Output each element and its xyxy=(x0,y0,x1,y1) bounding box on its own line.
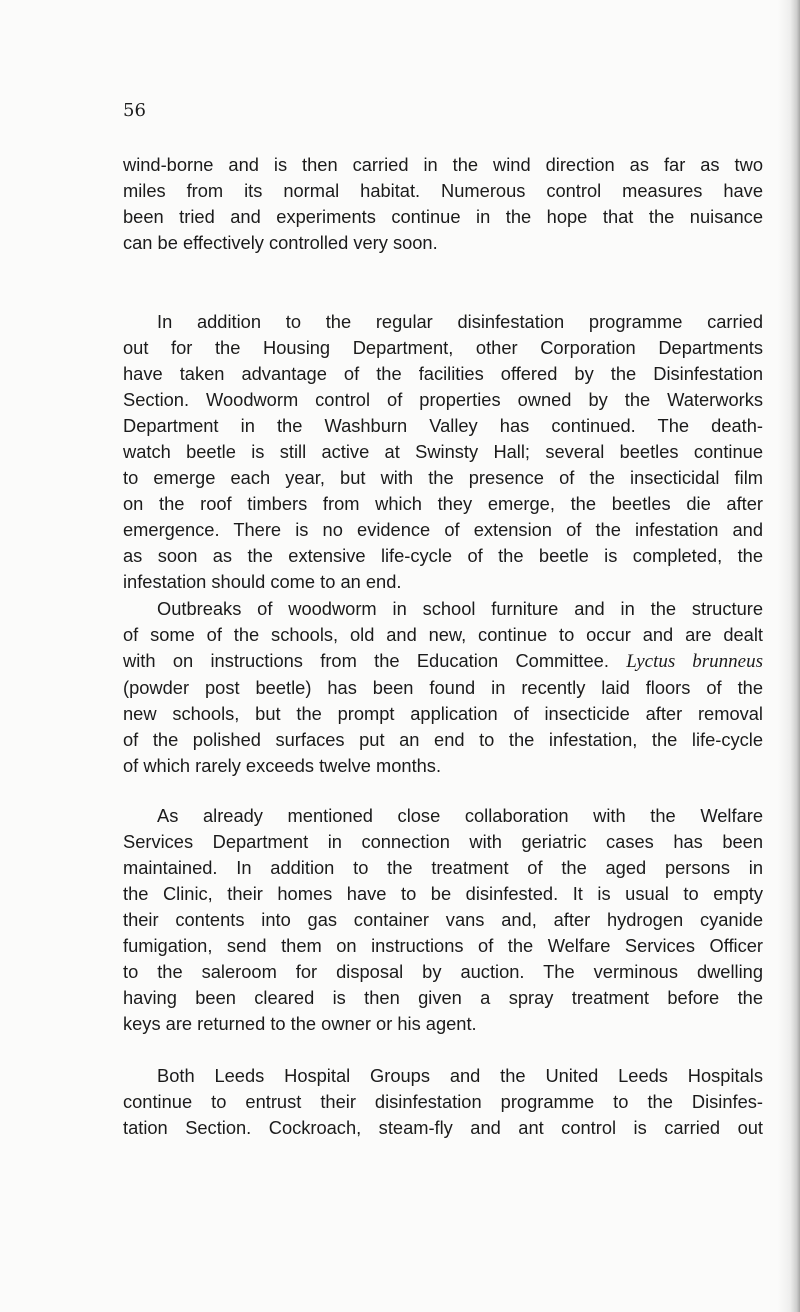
paragraph-line: continue to entrust their disinfestation programme to the Disinfes- xyxy=(123,1091,763,1112)
paragraph-line: In addition to the regular disinfestation programme carried xyxy=(157,311,763,332)
paragraph-line: been tried and experiments continue in the hope that the nuisance xyxy=(123,206,763,227)
paragraph-line: to emerge each year, but with the presence of the insecticidal film xyxy=(123,467,763,488)
paragraph-line: tation Section. Cockroach, steam-fly and ant control is carried out xyxy=(123,1117,763,1138)
paragraph-line: Department in the Washburn Valley has continued. The death- xyxy=(123,415,763,436)
paragraph-line: on the roof timbers from which they emerge, the beetles die after xyxy=(123,493,763,514)
paragraph-4 xyxy=(123,803,763,1037)
paragraph-line: keys are returned to the owner or his agent. xyxy=(123,1013,477,1034)
paragraph-line: having been cleared is then given a spray treatment before the xyxy=(123,987,763,1008)
paragraph-line: maintained. In addition to the treatment of the aged persons in xyxy=(123,857,763,878)
paragraph-line-text: with on instructions from the Education Committee. xyxy=(123,650,609,671)
paragraph-2 xyxy=(123,309,763,595)
paragraph-line: to the saleroom for disposal by auction. The verminous dwelling xyxy=(123,961,763,982)
paragraph-line: their contents into gas container vans and, after hydrogen cyanide xyxy=(123,909,763,930)
paragraph-line: have taken advantage of the facilities offered by the Disinfestation xyxy=(123,363,763,384)
paragraph-line: infestation should come to an end. xyxy=(123,571,402,592)
species-name: Lyctus brunneus xyxy=(626,651,763,672)
paragraph-line: out for the Housing Department, other Corporation Departments xyxy=(123,337,763,358)
paragraph-line: Outbreaks of woodworm in school furniture and in the structure xyxy=(157,598,763,619)
paragraph-line: Services Department in connection with geriatric cases has been xyxy=(123,831,763,852)
paragraph-line: the Clinic, their homes have to be disinfested. It is usual to empty xyxy=(123,883,763,904)
paragraph-line: As already mentioned close collaboration with the Welfare xyxy=(157,805,763,826)
paragraph-line: Both Leeds Hospital Groups and the United Leeds Hospitals xyxy=(157,1065,763,1086)
paragraph-3 xyxy=(123,596,763,779)
paragraph-5 xyxy=(123,1063,763,1141)
paragraph-1 xyxy=(123,152,763,256)
paragraph-line: (powder post beetle) has been found in recently laid floors of the xyxy=(123,677,763,698)
paragraph-line: as soon as the extensive life-cycle of the beetle is completed, the xyxy=(123,545,763,566)
page-number: 56 xyxy=(123,100,146,121)
paragraph-line: Section. Woodworm control of properties owned by the Waterworks xyxy=(123,389,763,410)
paragraph-line: can be effectively controlled very soon. xyxy=(123,232,438,253)
paragraph-line: watch beetle is still active at Swinsty Hall; several beetles continue xyxy=(123,441,763,462)
paragraph-line: miles from its normal habitat. Numerous control measures have xyxy=(123,180,763,201)
page-edge-shadow xyxy=(778,0,800,1312)
paragraph-line: wind-borne and is then carried in the wind direction as far as two xyxy=(123,154,763,175)
paragraph-line: of the polished surfaces put an end to the infestation, the life-cycle xyxy=(123,729,763,750)
paragraph-line-with-italic xyxy=(123,648,763,675)
paragraph-line: of which rarely exceeds twelve months. xyxy=(123,755,442,776)
paragraph-line: of some of the schools, old and new, continue to occur and are dealt xyxy=(123,624,763,645)
paragraph-line: new schools, but the prompt application of insecticide after removal xyxy=(123,703,763,724)
paragraph-line: fumigation, send them on instructions of the Welfare Services Officer xyxy=(123,935,763,956)
paragraph-line: emergence. There is no evidence of extension of the infestation and xyxy=(123,519,763,540)
